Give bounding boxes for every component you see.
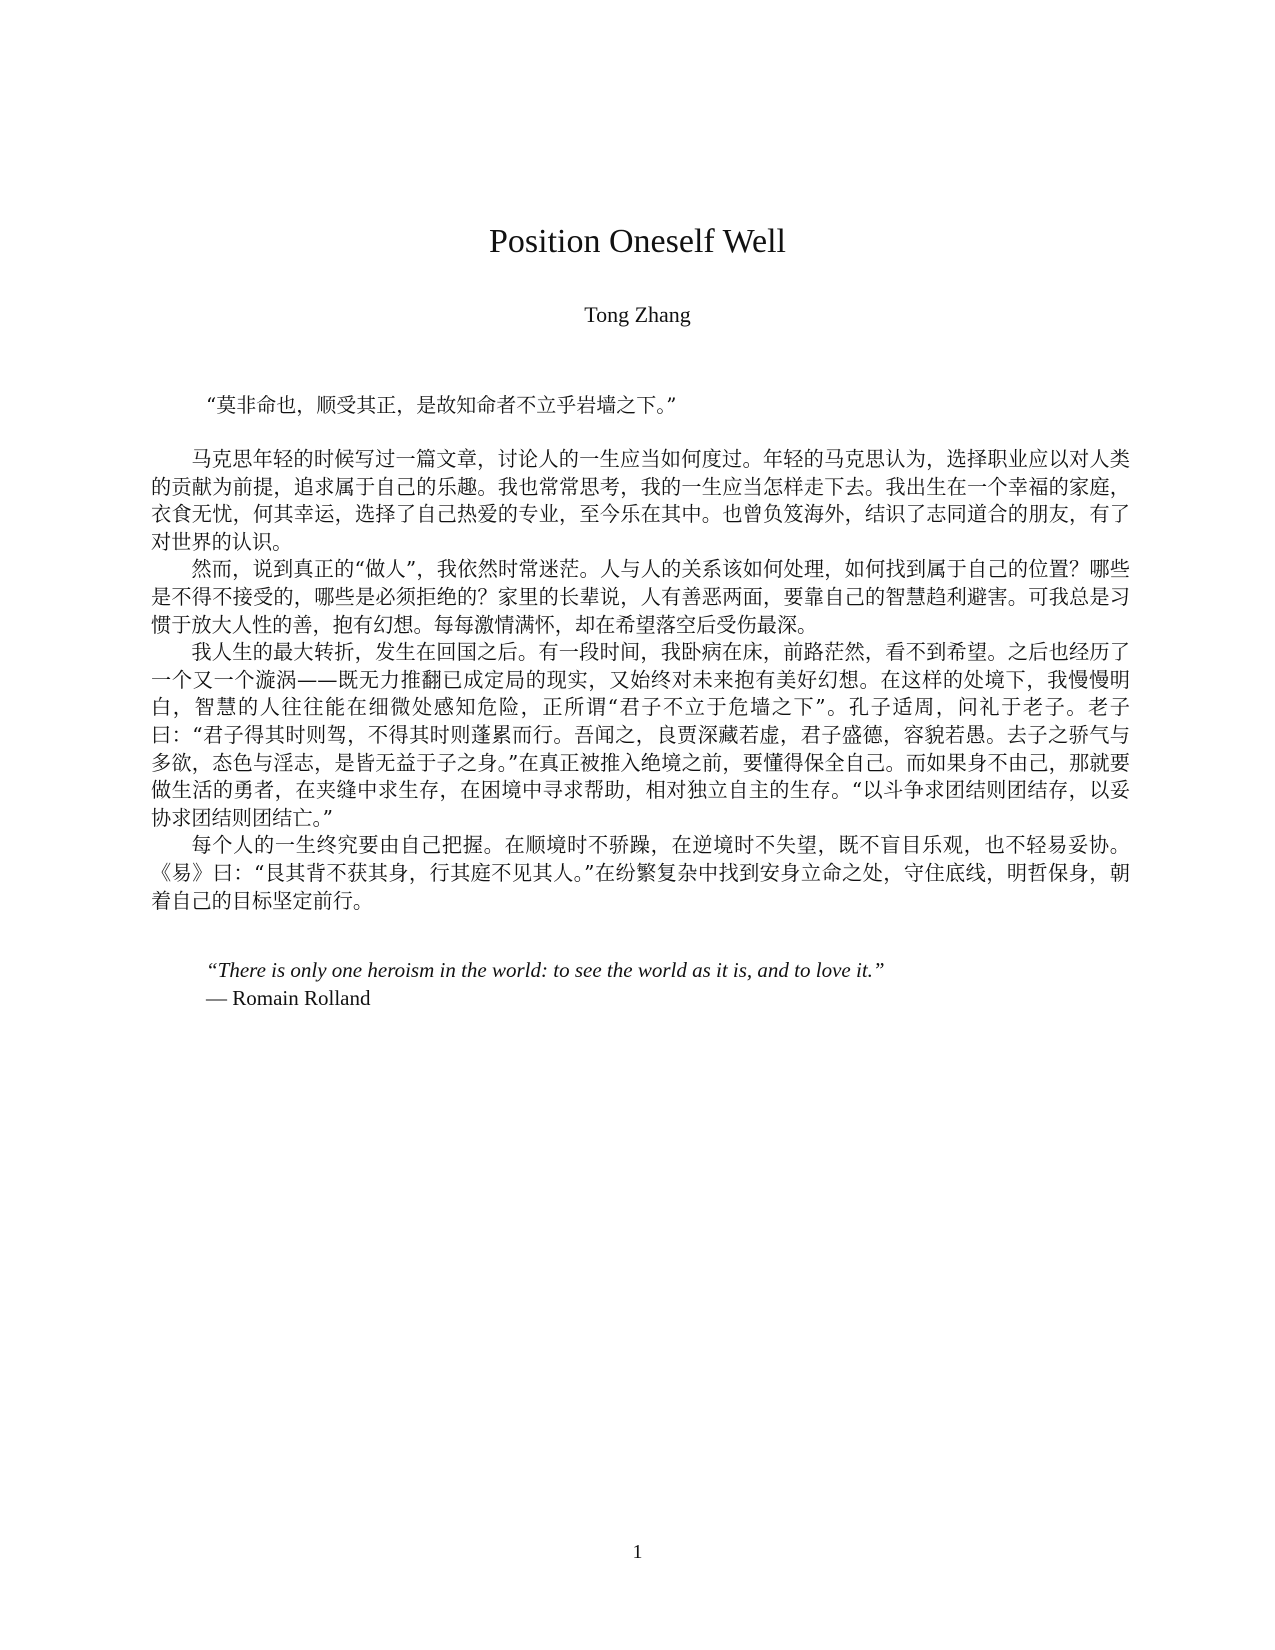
paragraph-1: 马克思年轻的时候写过一篇文章，讨论人的一生应当如何度过。年轻的马克思认为，选择职业应以对人类的贡献为前提，追求属于自己的乐趣。我也常常思考，我的一生应当怎样走下去。我出生在一个幸福的家庭，衣食无忧，何其幸运，选择了自己热爱的专业，至今乐在其中。也曾负笈海外，结识了志同道合的朋友，有了对世界的认识。 [151, 447, 1130, 554]
page-title: Position Oneself Well [489, 223, 786, 260]
quote-text: “There is only one heroism in the world: to see the world as it is, and to love it.” [206, 958, 885, 982]
closing-quote [206, 956, 1106, 1012]
author-name: Tong Zhang [584, 302, 691, 327]
paragraph-4: 每个人的一生终究要由自己把握。在顺境时不骄躁，在逆境时不失望，既不盲目乐观，也不轻易妥协。《易》曰：“艮其背不获其身，行其庭不见其人。”在纷繁复杂中找到安身立命之处，守住底线，明哲保身，朝着自己的目标坚定前行。 [151, 833, 1130, 913]
epigraph: “莫非命也，顺受其正，是故知命者不立乎岩墙之下。” [206, 393, 677, 417]
page-number: 1 [632, 1541, 643, 1563]
quote-attribution: — Romain Rolland [206, 986, 371, 1010]
body-text [151, 446, 1130, 915]
paragraph-3: 我人生的最大转折，发生在回国之后。有一段时间，我卧病在床，前路茫然，看不到希望。之后也经历了一个又一个漩涡——既无力推翻已成定局的现实，又始终对未来抱有美好幻想。在这样的处境下，我慢慢明白，智慧的人往往能在细微处感知危险，正所谓“君子不立于危墙之下”。孔子适周，问礼于老子。老子曰：“君子得其时则驾，不得其时则蓬累而行。吾闻之，良贾深藏若虚，君子盛德，容貌若愚。去子之骄气与多欲，态色与淫志，是皆无益于子之身。”在真正被推入绝境之前，要懂得保全自己。而如果身不由己，那就要做生活的勇者，在夹缝中求生存，在困境中寻求帮助，相对独立自主的生存。“以斗争求团结则团结存，以妥协求团结则团结亡。” [151, 640, 1130, 830]
paragraph-2: 然而，说到真正的“做人”，我依然时常迷茫。人与人的关系该如何处理，如何找到属于自己的位置？哪些是不得不接受的，哪些是必须拒绝的？家里的长辈说，人有善恶两面，要靠自己的智慧趋利避害。可我总是习惯于放大人性的善，抱有幻想。每每激情满怀，却在希望落空后受伤最深。 [151, 557, 1130, 637]
